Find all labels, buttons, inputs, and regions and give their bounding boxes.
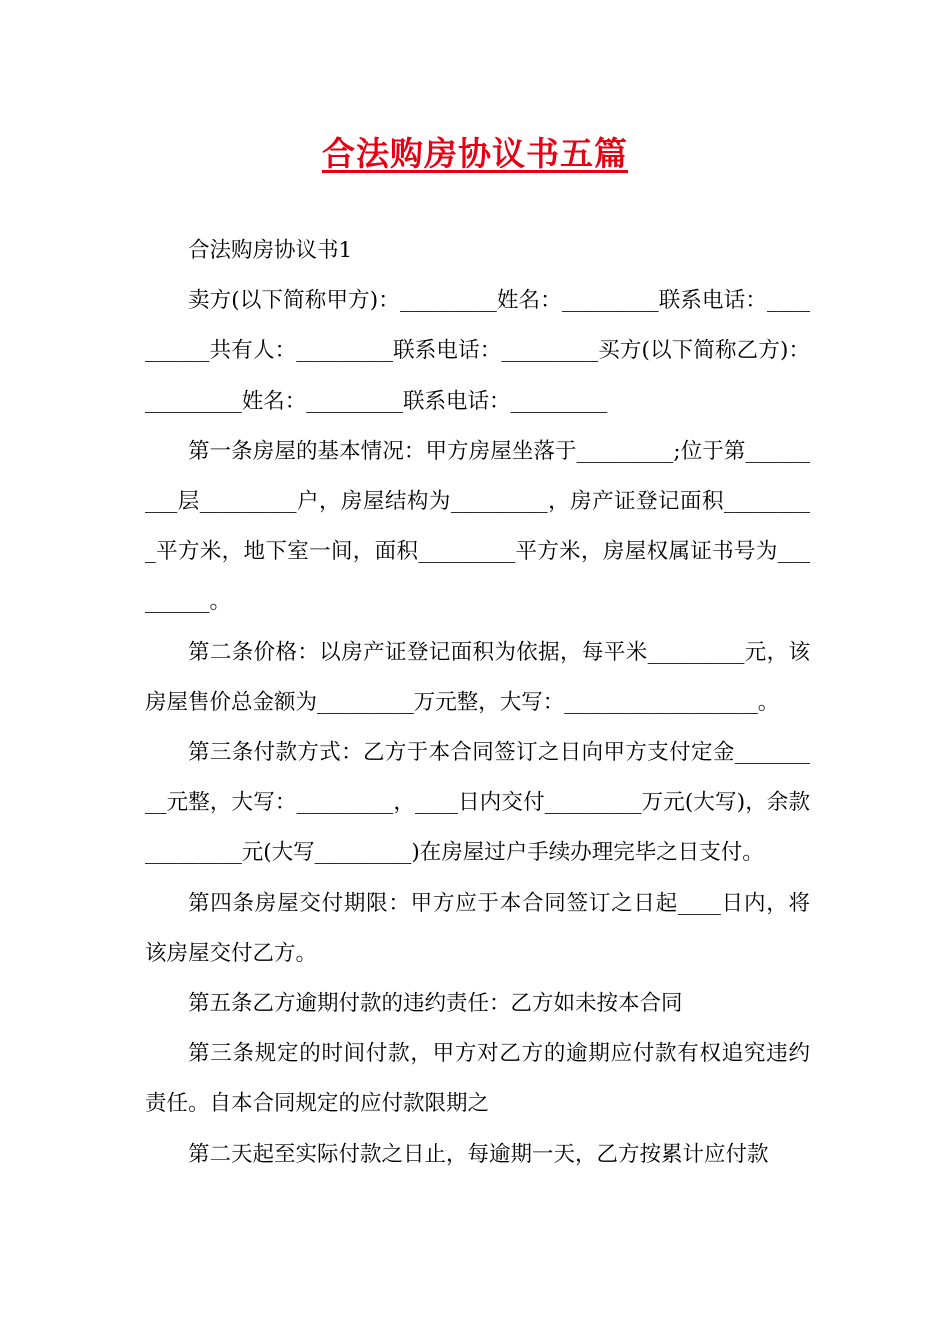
- document-title: 合法购房协议书五篇: [322, 134, 628, 173]
- paragraph-heading-1: 合法购房协议书1: [188, 238, 353, 263]
- paragraph-article-4: 第四条房屋交付期限：甲方应于本合同签订之日起____日内，将该房屋交付乙方。: [145, 890, 810, 966]
- paragraph-parties: 卖方(以下简称甲方)：_________姓名：_________联系电话：__________共有人：_________联系电话：_________买方(以下简称乙方)：_________姓名：_________联系电话：_________: [145, 288, 810, 414]
- paragraph-article-5-cont: 第三条规定的时间付款，甲方对乙方的逾期应付款有权追究违约责任。自本合同规定的应付款限期之: [145, 1041, 810, 1117]
- paragraph-article-5-cont-2: 第二天起至实际付款之日止，每逾期一天，乙方按累计应付款: [188, 1141, 769, 1167]
- paragraph-article-3: 第三条付款方式：乙方于本合同签订之日向甲方支付定金_________元整，大写：_________，____日内交付_________万元(大写)，余款_________元(大写_________)在房屋过户手续办理完毕之日支付。: [145, 740, 810, 866]
- paragraph-article-5: 第五条乙方逾期付款的违约责任：乙方如未按本合同: [188, 991, 683, 1017]
- paragraph-article-2: 第二条价格：以房产证登记面积为依据，每平米_________元，该房屋售价总金额为_________万元整，大写：__________________。: [145, 639, 810, 715]
- document-body: [145, 226, 810, 1180]
- paragraph-article-1: 第一条房屋的基本情况：甲方房屋坐落于_________;位于第_________层_________户，房屋结构为_________，房产证登记面积_________平方米，地下室一间，面积_________平方米，房屋权属证书号为_________。: [145, 438, 810, 615]
